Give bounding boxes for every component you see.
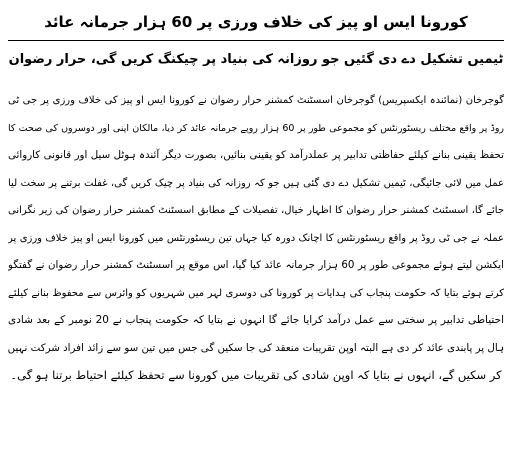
body-line: عملہ نے جی ٹی روڈ پر واقع ریسٹورنٹس کا اچانک دورہ کیا جہاں تین ریسٹورنٹس میں کورونا ایس او پیز خلاف ورزی پر <box>8 232 504 244</box>
body-line: کر سکیں گے، انہوں نے بتایا کہ اوپن شادی کی تقریبات میں کورونا سے تحفظ کیلئے احتیاط برتنا ہو گی۔ <box>10 368 502 382</box>
body-line: تحفظ یقینی بنانے کیلئے حفاظتی تدابیر پر عملدرآمد کو یقینی بنائیں، بصورت دیگر آئندہ ہوٹل سیل اور قانونی کاروائی <box>8 149 504 161</box>
article-subheadline: ٹیمیں تشکیل دے دی گئیں جو روزانہ کی بنیاد پر چیکنگ کریں گی، حرار رضوان <box>8 52 504 67</box>
headline-divider <box>8 40 504 41</box>
body-line: گوجرخان (نمائندہ ایکسپریس) گوجرخان اسسٹنٹ کمشنر حرار رضوان نے کورونا ایس او پیز کی خلاف ورزی پر جی ٹی <box>8 95 504 106</box>
body-line: ہال پر پابندی عائد کر دی ہے البتہ اوپن تقریبات منعقد کی جا سکیں گی جس میں تین سو سے زائد افراد شرکت نہیں <box>8 341 504 354</box>
article-headline: کورونا ایس او پیز کی خلاف ورزی پر 60 ہزار جرمانہ عائد <box>44 13 468 31</box>
news-article <box>8 0 504 471</box>
body-line: ایکشن لیتے ہوئے مجموعی طور پر 60 ہزار جرمانہ عائد کیا گیا، اس موقع پر اسسٹنٹ کمشنر حرار رضوان نے گفتگو <box>8 259 504 271</box>
body-line: عمل میں لائی جائیگی، ٹیمیں تشکیل دے دی گئی ہیں جو کہ روزانہ کی بنیاد پر چیک کریں گی، غفلت برتنے پر سخت لیا <box>8 177 504 189</box>
body-line: جائے گا، اسسٹنٹ کمشنر حرار رضوان کا اظہار خیال، تفصیلات کے مطابق اسسٹنٹ کمشنر حرار رضوان کی زیر نگرانی <box>8 205 504 216</box>
body-line: کرتے ہوئے بتایا کہ حکومت پنجاب کی ہدایات پر کورونا کی دوسری لہر میں شہریوں کو وائرس سے محفوظ بنانے کیلئے <box>8 287 504 299</box>
body-line: روڈ پر واقع مختلف ریسٹورنٹس کو مجموعی طور پر 60 ہزار روپے جرمانہ عائد کر دیا، مالکان اپنی اور دوسروں کی صحت کا <box>8 122 504 134</box>
body-line: احتیاطی تدابیر پر سختی سے عمل درآمد کرایا جائے گا انہوں نے بتایا کہ حکومت پنجاب نے 20 نومبر کے بعد شادی <box>8 314 504 326</box>
article-body <box>8 87 504 390</box>
